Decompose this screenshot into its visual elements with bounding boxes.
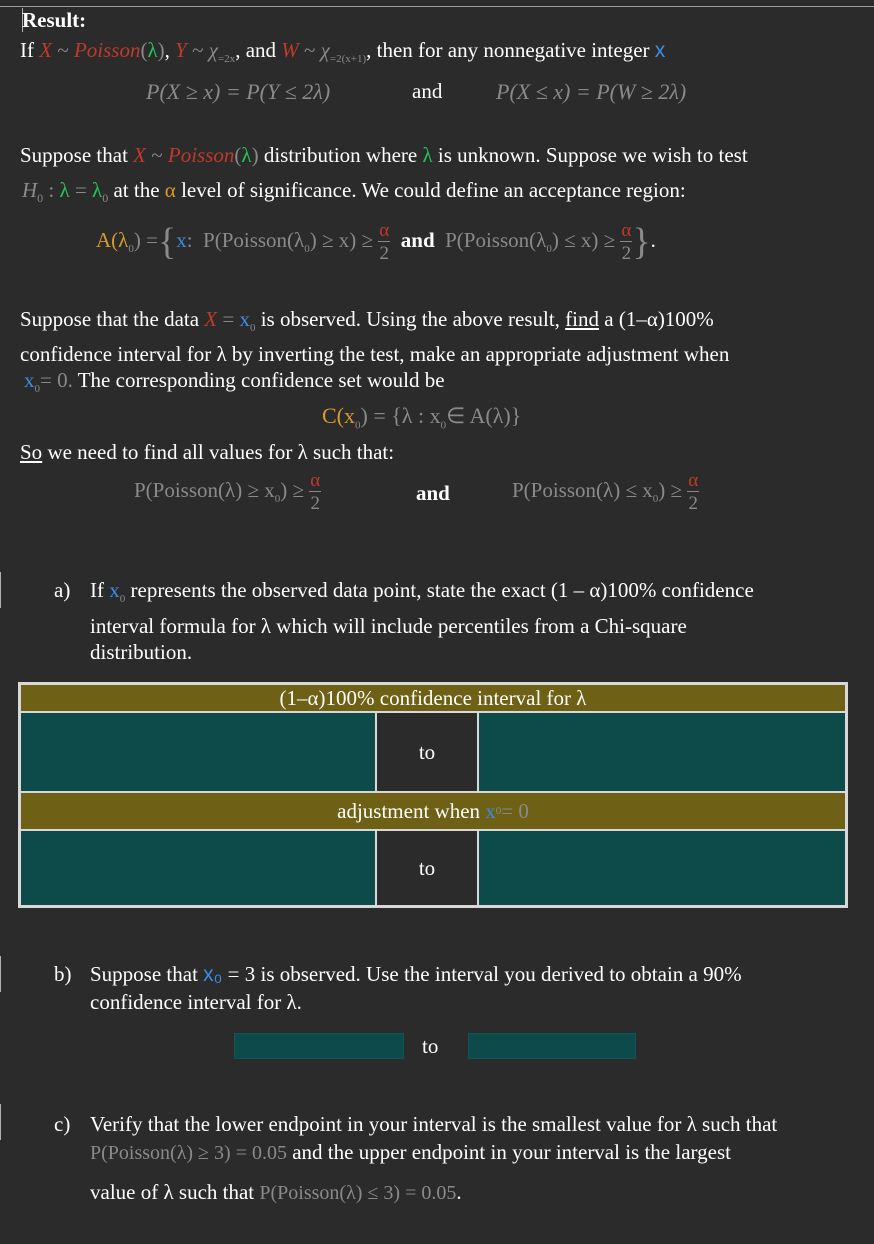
para2-line-3: $x_0= 0$. The corresponding confidence set would be bbox=[24, 368, 445, 396]
qb-upper-input[interactable] bbox=[468, 1033, 636, 1059]
interval-table bbox=[18, 682, 848, 908]
qa-line-1: If $x_0$ represents the observed data point, state the exact (1 – α)100% confidence bbox=[90, 578, 754, 606]
to-label-1: to bbox=[376, 712, 478, 792]
qa-label: a) bbox=[54, 578, 71, 602]
qa-line-2: interval formula for λ which will include percentiles from a Chi-square bbox=[90, 614, 687, 638]
to-label-2: to bbox=[376, 830, 478, 906]
qc-line-3: value of λ such that P(Poisson(λ) ≤ 3) = 0.05. bbox=[90, 1180, 462, 1204]
lower-bound-input[interactable] bbox=[20, 712, 376, 792]
result-heading: Result: bbox=[22, 8, 87, 32]
qc-eq-1: P(Poisson(λ) ≥ 3) = 0.05 bbox=[90, 1142, 287, 1164]
condition-1: P(Poisson(λ) ≥ $x_0$) ≥ $\frac{\alpha}{2}$ bbox=[134, 470, 321, 514]
result-and: and bbox=[412, 79, 443, 103]
so-line: So we need to find all values for λ such that: bbox=[20, 440, 395, 464]
upper-bound-input[interactable] bbox=[478, 712, 846, 792]
qb-line-1: Suppose that x₀ = 3 is observed. Use the interval you derived to obtain a 90% bbox=[90, 962, 742, 986]
qb-to-label: to bbox=[422, 1034, 439, 1058]
qa-line-3: distribution. bbox=[90, 640, 193, 664]
qc-line-1: Verify that the lower endpoint in your interval is the smallest value for λ such that bbox=[90, 1112, 778, 1136]
qb-label: b) bbox=[54, 962, 72, 986]
qc-label: c) bbox=[54, 1112, 71, 1136]
qc-eq-2: P(Poisson(λ) ≤ 3) = 0.05 bbox=[259, 1182, 457, 1204]
qc-line-2: P(Poisson(λ) ≥ 3) = 0.05 and the upper endpoint in your interval is the largest bbox=[90, 1140, 731, 1164]
adjusted-upper-input[interactable] bbox=[478, 830, 846, 906]
para1-line-2: $H_0$ : $\lambda = \lambda_0$ at the α level of significance. We could define an acceptance region: bbox=[22, 178, 686, 206]
table-header: (1–α)100% confidence interval for λ bbox=[20, 684, 846, 712]
result-eq-2: P(X ≤ x) = P(W ≥ 2λ) bbox=[496, 79, 687, 104]
margin-bar-b bbox=[0, 956, 1, 992]
qb-lower-input[interactable] bbox=[234, 1033, 404, 1059]
confidence-set: $C(x_0) = \{\lambda$ : $x_0\in$ A(λ)} bbox=[322, 403, 522, 432]
adjustment-header: adjustment when x 0 = 0 bbox=[20, 792, 846, 830]
margin-bar-c bbox=[0, 1104, 1, 1140]
condition-2: P(Poisson(λ) ≤ $x_0$) ≥ $\frac{\alpha}{2}$ bbox=[512, 470, 699, 514]
margin-bar-a bbox=[0, 572, 1, 608]
acceptance-region: $A(\lambda_0) =\{x$: $P(Poisson(\lambda_0) \ge x)$ ≥ $\frac{\alpha}{2}$ and $P(Poisson(\lambda_0) \le x)$ ≥ $\frac{\alpha}{2}$ }. bbox=[96, 220, 656, 264]
top-rule bbox=[0, 6, 874, 7]
result-line-1: If X ~ Poisson(λ), Y ~ $\chi_{=2x}$, and W ~ $\chi_{=2(x+1)}$, then for any nonnegative integer x bbox=[20, 38, 666, 66]
para1-line-1: Suppose that X ~ Poisson(λ) distribution where λ is unknown. Suppose we wish to test bbox=[20, 143, 748, 167]
para2-line-1: Suppose that the data $X = x_0$ is observed. Using the above result, find a (1–α)100% bbox=[20, 307, 714, 335]
para2-line-2: confidence interval for λ by inverting the test, make an appropriate adjustment when bbox=[20, 342, 730, 366]
result-eq-1: P(X ≥ x) = P(Y ≤ 2λ) bbox=[146, 79, 331, 104]
qb-line-2: confidence interval for λ. bbox=[90, 990, 302, 1014]
adjusted-lower-input[interactable] bbox=[20, 830, 376, 906]
conditions-and: and bbox=[416, 481, 450, 505]
